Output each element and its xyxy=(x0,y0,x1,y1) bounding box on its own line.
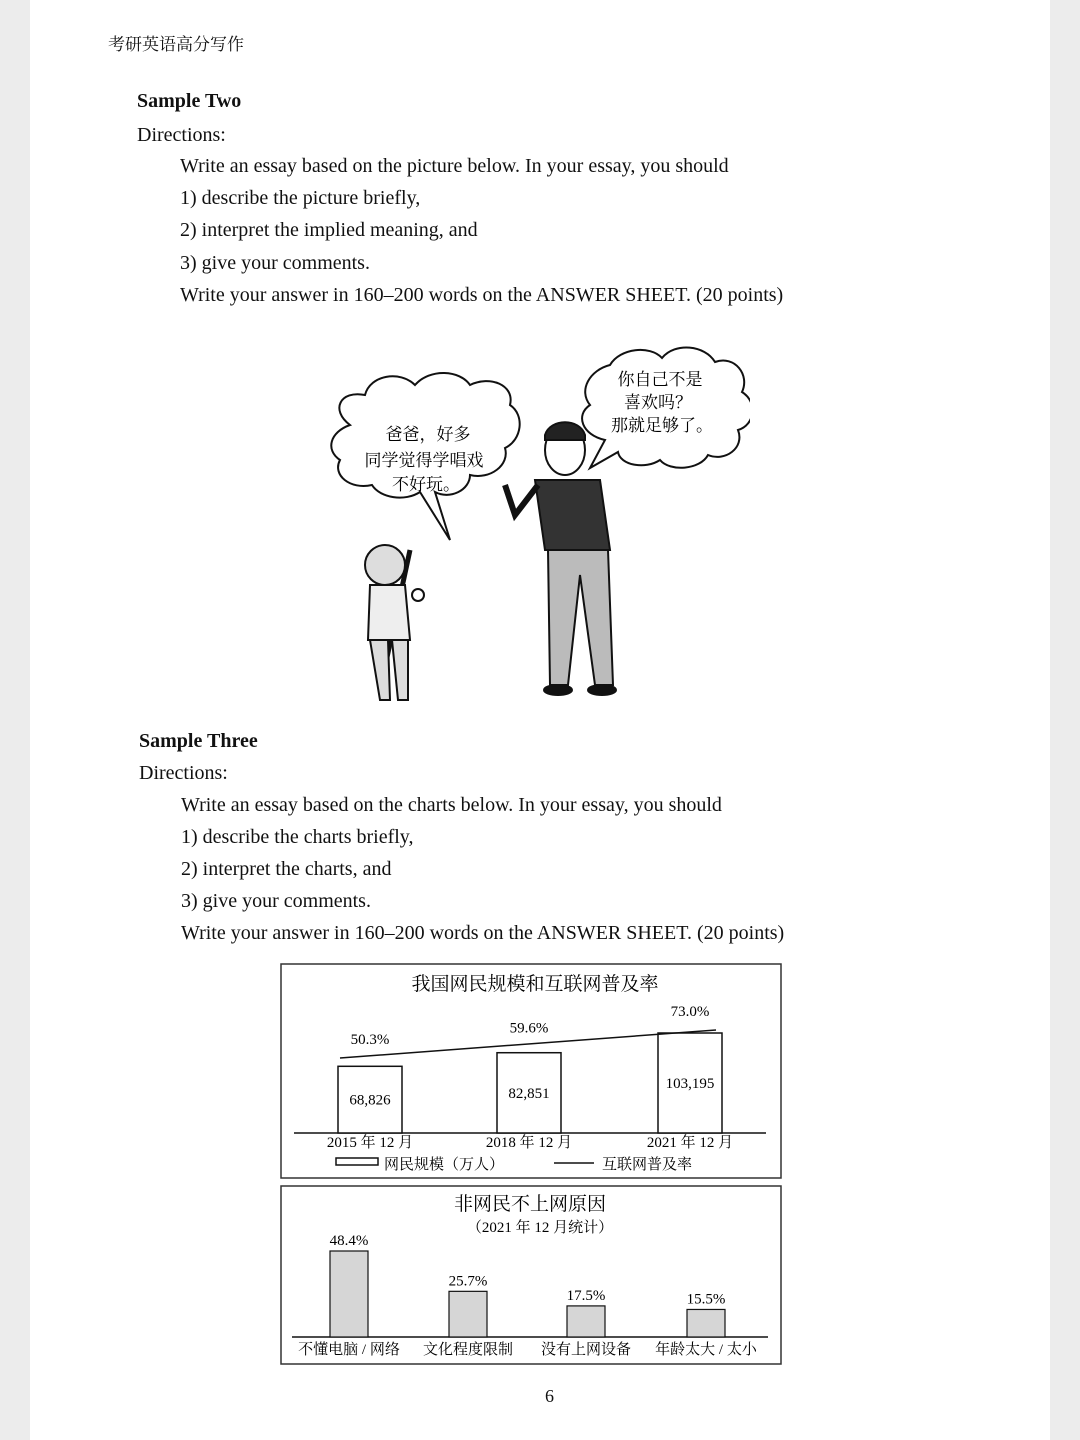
sample-two-line: 2) interpret the implied meaning, and xyxy=(180,219,478,241)
sample-three-line: 3) give your comments. xyxy=(181,890,371,912)
penetration-rate-label: 50.3% xyxy=(350,1032,390,1048)
father-bubble-line: 那就足够了。 xyxy=(611,416,713,435)
cartoon-illustration xyxy=(310,340,750,720)
users-bar-label: 68,826 xyxy=(349,1092,391,1109)
reason-category-label: 没有上网设备 xyxy=(540,1342,632,1358)
running-header: 考研英语高分写作 xyxy=(108,35,244,55)
legend-bar-swatch xyxy=(336,1158,378,1165)
reason-bar xyxy=(567,1306,605,1337)
chart1-title: 我国网民规模和互联网普及率 xyxy=(411,974,659,995)
reason-category-label: 年龄太大 / 太小 xyxy=(655,1342,757,1358)
reason-bar xyxy=(449,1291,487,1337)
chart2-title: 非网民不上网原因 xyxy=(453,1194,607,1215)
sample-two-title: Sample Two xyxy=(137,90,242,112)
chart2-subtitle: （2021 年 12 月统计） xyxy=(466,1220,614,1236)
sample-three-title: Sample Three xyxy=(139,730,258,752)
reason-bar xyxy=(687,1309,725,1337)
sample-three-line: Write your answer in 160–200 words on the ANSWER SHEET. (20 points) xyxy=(181,922,785,944)
child-bubble-line: 同学觉得学唱戏 xyxy=(364,451,484,470)
penetration-rate-label: 59.6% xyxy=(509,1020,549,1037)
reason-value-label: 25.7% xyxy=(448,1273,488,1290)
sample-three-directions-label: Directions: xyxy=(139,762,228,784)
father-bubble-line: 喜欢吗？ xyxy=(624,393,692,412)
chart1-category-label: 2021 年 12 月 xyxy=(646,1135,734,1151)
legend-line-label: 互联网普及率 xyxy=(602,1157,693,1173)
sample-three-line: 1) describe the charts briefly, xyxy=(181,826,414,848)
sample-three-line: Write an essay based on the charts below. In your essay, you should xyxy=(181,794,722,816)
sample-two-directions-label: Directions: xyxy=(137,124,226,146)
document-page xyxy=(30,0,1050,1440)
reason-bar xyxy=(330,1251,368,1337)
reason-value-label: 48.4% xyxy=(329,1233,369,1249)
sample-two-line: Write an essay based on the picture below. In your essay, you should xyxy=(180,155,729,177)
internet-users-chart xyxy=(280,963,784,1181)
reason-category-label: 不懂电脑 / 网络 xyxy=(298,1342,400,1358)
page-number: 6 xyxy=(545,1386,554,1406)
users-bar-label: 103,195 xyxy=(665,1076,715,1092)
child-figure xyxy=(365,545,424,700)
legend-bar-label: 网民规模（万人） xyxy=(384,1157,505,1173)
sample-three-line: 2) interpret the charts, and xyxy=(181,858,392,880)
non-user-reasons-chart xyxy=(280,1185,784,1367)
reason-value-label: 15.5% xyxy=(686,1291,726,1308)
chart1-category-label: 2018 年 12 月 xyxy=(485,1135,573,1151)
father-bubble-line: 你自己不是 xyxy=(617,370,703,389)
chart1-category-label: 2015 年 12 月 xyxy=(326,1135,414,1151)
users-bar-label: 82,851 xyxy=(508,1085,550,1102)
reason-category-label: 文化程度限制 xyxy=(422,1342,514,1358)
sample-two-line: Write your answer in 160–200 words on the ANSWER SHEET. (20 points) xyxy=(180,284,784,306)
penetration-rate-label: 73.0% xyxy=(670,1004,710,1020)
child-bubble-line: 爸爸，好多 xyxy=(385,425,471,444)
child-bubble-line: 不好玩。 xyxy=(392,475,460,494)
reason-value-label: 17.5% xyxy=(566,1287,606,1304)
sample-two-line: 1) describe the picture briefly, xyxy=(180,187,421,209)
sample-two-line: 3) give your comments. xyxy=(180,252,370,274)
